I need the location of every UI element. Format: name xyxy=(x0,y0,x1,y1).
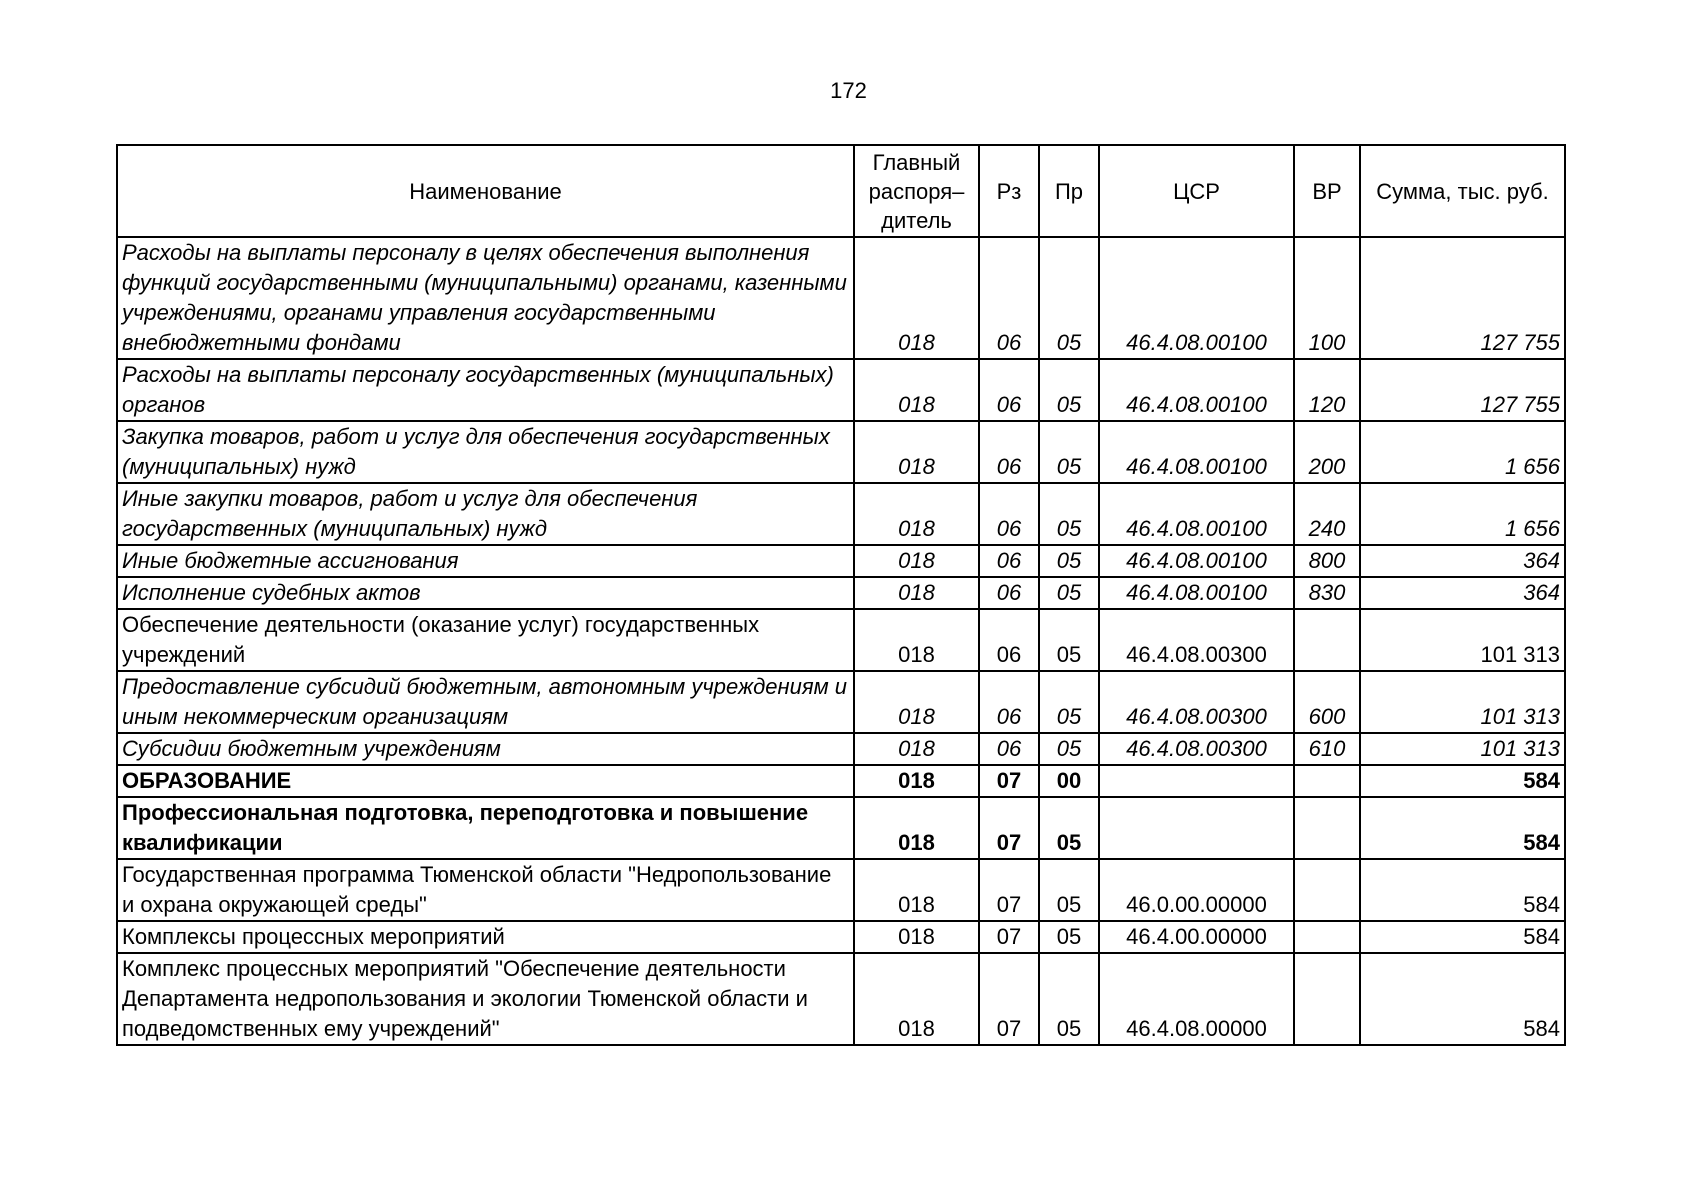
cell-vr xyxy=(1294,609,1360,671)
cell-rz: 07 xyxy=(979,797,1039,859)
cell-csr: 46.4.08.00300 xyxy=(1099,671,1294,733)
cell-pr: 05 xyxy=(1039,483,1099,545)
cell-rz: 06 xyxy=(979,577,1039,609)
cell-vr: 240 xyxy=(1294,483,1360,545)
cell-sum: 101 313 xyxy=(1360,671,1565,733)
cell-vr xyxy=(1294,953,1360,1045)
cell-rz: 06 xyxy=(979,359,1039,421)
cell-main-manager: 018 xyxy=(854,577,979,609)
cell-name: Комплексы процессных мероприятий xyxy=(117,921,854,953)
header-csr: ЦСР xyxy=(1099,145,1294,237)
table-row xyxy=(117,545,1565,577)
cell-vr: 600 xyxy=(1294,671,1360,733)
table-row xyxy=(117,483,1565,545)
cell-main-manager: 018 xyxy=(854,421,979,483)
cell-vr: 200 xyxy=(1294,421,1360,483)
header-vr: ВР xyxy=(1294,145,1360,237)
cell-name: Иные закупки товаров, работ и услуг для обеспечения государственных (муниципальных) нужд xyxy=(117,483,854,545)
cell-sum: 101 313 xyxy=(1360,733,1565,765)
cell-sum: 584 xyxy=(1360,765,1565,797)
cell-csr: 46.0.00.00000 xyxy=(1099,859,1294,921)
cell-csr: 46.4.08.00300 xyxy=(1099,609,1294,671)
cell-pr: 05 xyxy=(1039,953,1099,1045)
cell-pr: 05 xyxy=(1039,545,1099,577)
cell-name: ОБРАЗОВАНИЕ xyxy=(117,765,854,797)
cell-sum: 584 xyxy=(1360,797,1565,859)
cell-pr: 00 xyxy=(1039,765,1099,797)
cell-name: Расходы на выплаты персоналу в целях обеспечения выполнения функций государственными (муниципальными) органами, казенными учреждениями, органами управления государственными внебюджетными фондами xyxy=(117,237,854,359)
cell-name: Обеспечение деятельности (оказание услуг) государственных учреждений xyxy=(117,609,854,671)
cell-main-manager: 018 xyxy=(854,671,979,733)
cell-sum: 127 755 xyxy=(1360,359,1565,421)
cell-name: Субсидии бюджетным учреждениям xyxy=(117,733,854,765)
cell-main-manager: 018 xyxy=(854,609,979,671)
cell-name: Государственная программа Тюменской области "Недропользование и охрана окружающей среды" xyxy=(117,859,854,921)
header-name: Наименование xyxy=(117,145,854,237)
cell-pr: 05 xyxy=(1039,359,1099,421)
cell-pr: 05 xyxy=(1039,733,1099,765)
cell-pr: 05 xyxy=(1039,671,1099,733)
cell-csr: 46.4.08.00100 xyxy=(1099,545,1294,577)
cell-pr: 05 xyxy=(1039,421,1099,483)
table-row xyxy=(117,577,1565,609)
cell-main-manager: 018 xyxy=(854,483,979,545)
cell-pr: 05 xyxy=(1039,859,1099,921)
cell-sum: 584 xyxy=(1360,921,1565,953)
cell-pr: 05 xyxy=(1039,609,1099,671)
cell-vr: 610 xyxy=(1294,733,1360,765)
cell-vr: 800 xyxy=(1294,545,1360,577)
cell-sum: 1 656 xyxy=(1360,421,1565,483)
table-row xyxy=(117,765,1565,797)
cell-vr xyxy=(1294,797,1360,859)
cell-sum: 584 xyxy=(1360,953,1565,1045)
table-row xyxy=(117,671,1565,733)
cell-rz: 07 xyxy=(979,765,1039,797)
cell-csr: 46.4.00.00000 xyxy=(1099,921,1294,953)
cell-name: Комплекс процессных мероприятий "Обеспечение деятельности Департамента недропользования и экологии Тюменской области и подведомственных ему учреждений" xyxy=(117,953,854,1045)
cell-rz: 07 xyxy=(979,859,1039,921)
cell-rz: 07 xyxy=(979,921,1039,953)
cell-pr: 05 xyxy=(1039,237,1099,359)
table-row xyxy=(117,953,1565,1045)
table-row xyxy=(117,421,1565,483)
cell-csr xyxy=(1099,797,1294,859)
cell-sum: 584 xyxy=(1360,859,1565,921)
cell-vr xyxy=(1294,859,1360,921)
cell-pr: 05 xyxy=(1039,921,1099,953)
cell-rz: 07 xyxy=(979,953,1039,1045)
table-row xyxy=(117,609,1565,671)
table-row xyxy=(117,859,1565,921)
cell-rz: 06 xyxy=(979,733,1039,765)
cell-main-manager: 018 xyxy=(854,859,979,921)
page-number: 172 xyxy=(830,78,867,103)
cell-rz: 06 xyxy=(979,237,1039,359)
table-row xyxy=(117,237,1565,359)
table-row xyxy=(117,733,1565,765)
cell-main-manager: 018 xyxy=(854,237,979,359)
cell-name: Профессиональная подготовка, переподготовка и повышение квалификации xyxy=(117,797,854,859)
cell-rz: 06 xyxy=(979,483,1039,545)
cell-rz: 06 xyxy=(979,609,1039,671)
table-row xyxy=(117,921,1565,953)
cell-csr: 46.4.08.00100 xyxy=(1099,577,1294,609)
cell-main-manager: 018 xyxy=(854,359,979,421)
cell-name: Исполнение судебных актов xyxy=(117,577,854,609)
cell-name: Расходы на выплаты персоналу государственных (муниципальных) органов xyxy=(117,359,854,421)
cell-pr: 05 xyxy=(1039,577,1099,609)
cell-csr: 46.4.08.00100 xyxy=(1099,483,1294,545)
cell-rz: 06 xyxy=(979,421,1039,483)
cell-csr: 46.4.08.00100 xyxy=(1099,359,1294,421)
header-main-manager: Главный распоря–дитель xyxy=(854,145,979,237)
cell-vr xyxy=(1294,765,1360,797)
cell-pr: 05 xyxy=(1039,797,1099,859)
cell-main-manager: 018 xyxy=(854,733,979,765)
cell-csr: 46.4.08.00100 xyxy=(1099,237,1294,359)
cell-sum: 364 xyxy=(1360,545,1565,577)
cell-rz: 06 xyxy=(979,545,1039,577)
header-pr: Пр xyxy=(1039,145,1099,237)
cell-vr: 120 xyxy=(1294,359,1360,421)
budget-table xyxy=(116,144,1566,1046)
cell-sum: 101 313 xyxy=(1360,609,1565,671)
cell-name: Предоставление субсидий бюджетным, автономным учреждениям и иным некоммерческим организациям xyxy=(117,671,854,733)
table-body xyxy=(117,237,1565,1045)
cell-vr xyxy=(1294,921,1360,953)
cell-main-manager: 018 xyxy=(854,797,979,859)
cell-main-manager: 018 xyxy=(854,953,979,1045)
cell-sum: 127 755 xyxy=(1360,237,1565,359)
cell-csr: 46.4.08.00100 xyxy=(1099,421,1294,483)
cell-sum: 1 656 xyxy=(1360,483,1565,545)
table-header-row xyxy=(117,145,1565,237)
cell-name: Иные бюджетные ассигнования xyxy=(117,545,854,577)
table-row xyxy=(117,359,1565,421)
cell-vr: 100 xyxy=(1294,237,1360,359)
cell-rz: 06 xyxy=(979,671,1039,733)
cell-vr: 830 xyxy=(1294,577,1360,609)
header-rz: Рз xyxy=(979,145,1039,237)
cell-main-manager: 018 xyxy=(854,545,979,577)
cell-main-manager: 018 xyxy=(854,765,979,797)
header-sum: Сумма, тыс. руб. xyxy=(1360,145,1565,237)
cell-csr xyxy=(1099,765,1294,797)
cell-csr: 46.4.08.00000 xyxy=(1099,953,1294,1045)
table-row xyxy=(117,797,1565,859)
cell-name: Закупка товаров, работ и услуг для обеспечения государственных (муниципальных) нужд xyxy=(117,421,854,483)
cell-csr: 46.4.08.00300 xyxy=(1099,733,1294,765)
cell-sum: 364 xyxy=(1360,577,1565,609)
cell-main-manager: 018 xyxy=(854,921,979,953)
